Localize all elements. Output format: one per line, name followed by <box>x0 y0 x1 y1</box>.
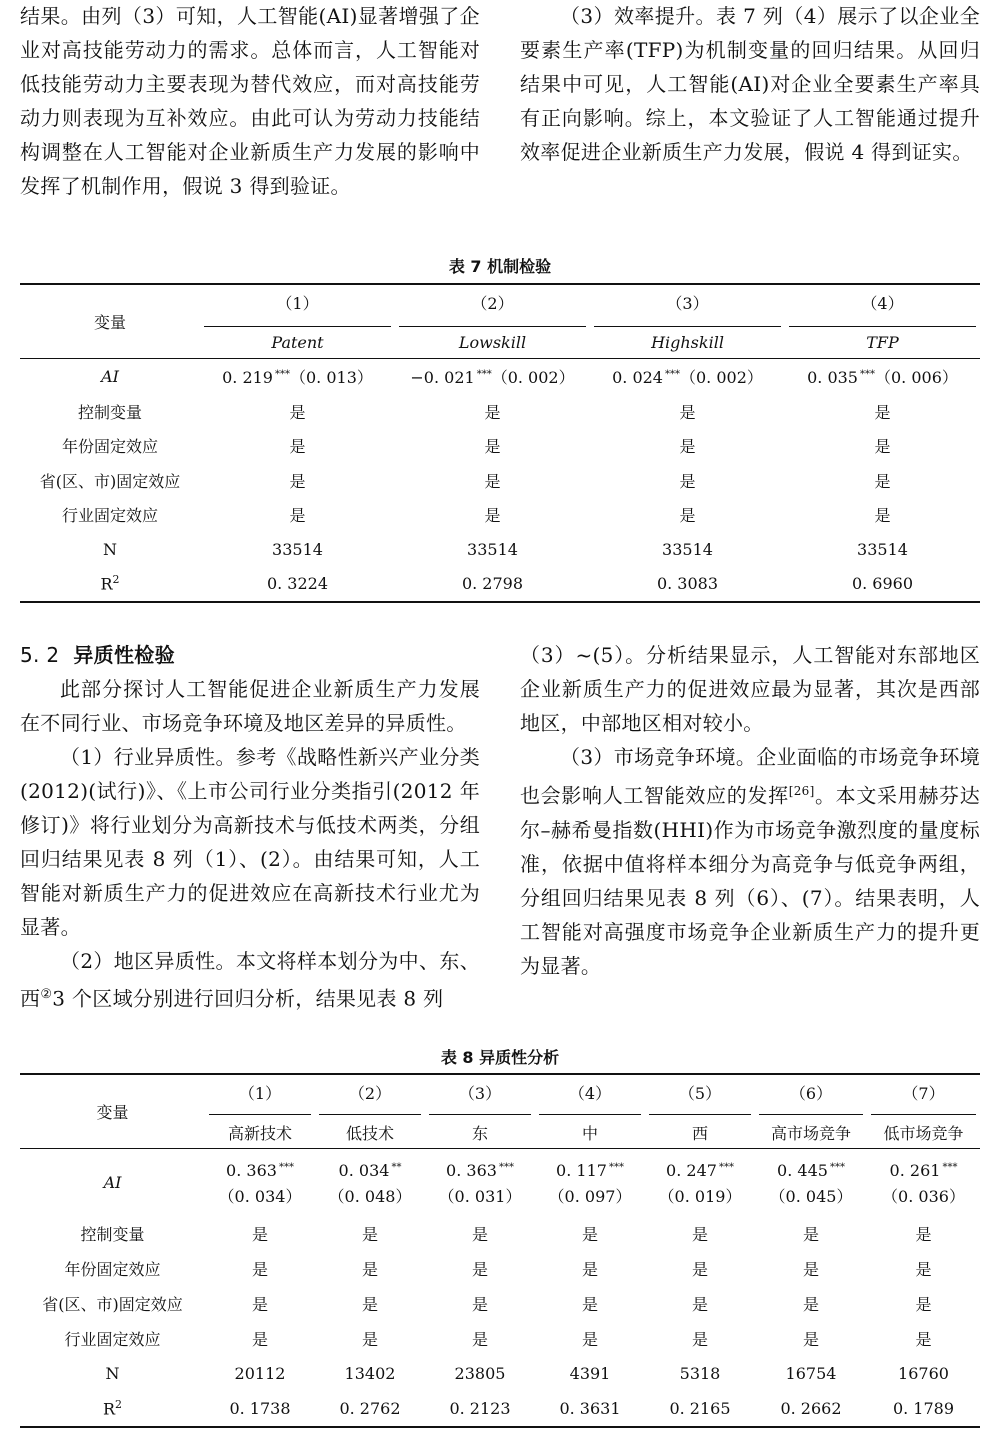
cell: 是 <box>581 1260 598 1279</box>
table-row <box>20 1251 980 1286</box>
cell: 是 <box>471 1260 488 1279</box>
table7-var-header: 变量 <box>93 312 126 332</box>
group-label: 中 <box>539 1114 641 1144</box>
sig: *** <box>608 1161 624 1173</box>
cell: 是 <box>289 437 306 457</box>
section-title: 异质性检验 <box>73 643 175 667</box>
table8-col-7: （7） <box>902 1084 945 1103</box>
cell: 是 <box>251 1330 268 1349</box>
cell: 是 <box>874 471 891 491</box>
row-label: N <box>103 539 117 559</box>
sig: *** <box>274 368 290 380</box>
cell: 是 <box>874 506 891 526</box>
footnote-marker: ② <box>40 987 53 1002</box>
section-number: 5. 2 <box>20 643 60 667</box>
table8-group-6 <box>755 1110 867 1148</box>
row-label: 控制变量 <box>80 1225 145 1244</box>
r2-label-sup: 2 <box>115 1398 123 1412</box>
cell: 33514 <box>857 539 908 559</box>
coef: 0. 261 <box>889 1160 941 1180</box>
cell: 16754 <box>785 1364 837 1383</box>
sig: *** <box>664 368 680 380</box>
table7-dep-4-label: TFP <box>789 326 976 352</box>
table7-row-r2 <box>20 567 980 602</box>
section-left-column <box>20 638 480 1016</box>
cell: 是 <box>691 1330 708 1349</box>
table8-ai-2 <box>315 1148 425 1216</box>
table8-ai-5 <box>645 1148 755 1216</box>
table7-dep-2-label: Lowskill <box>399 326 586 352</box>
table7-dep-1-label: Patent <box>204 326 391 352</box>
se: （0. 048） <box>328 1186 412 1206</box>
sig: *** <box>859 368 875 380</box>
cell: 是 <box>874 402 891 422</box>
se: （0. 002） <box>679 367 763 387</box>
table8 <box>20 1073 980 1428</box>
top-left-paragraph <box>20 0 480 203</box>
top-right-paragraph <box>520 0 980 169</box>
table7-ai-4 <box>785 358 980 394</box>
r2-b: 。本文采用赫芬达尔–赫希曼指数(HHI)作为市场竞争激烈度的量度标准，依据中值将样本细分为高竞争与低竞争两组，分组回归结果见表 8 列（6）、(7）。结果表明，人工智能对高强度市场竞争企业新质生产力的提升更为显著。 <box>520 783 980 978</box>
cell: 是 <box>484 402 501 422</box>
table7-dep-2 <box>395 320 590 358</box>
table8-group-1 <box>205 1110 315 1148</box>
cell: 是 <box>679 437 696 457</box>
table7-row-ai <box>20 358 980 394</box>
se: （0. 006） <box>874 367 958 387</box>
r2-label-text: R <box>102 1399 116 1419</box>
cell: 是 <box>679 506 696 526</box>
p3-a: （2）地区异质性。本文将样本划分为中、东、西 <box>20 949 480 1011</box>
se: （0. 097） <box>548 1186 632 1206</box>
table8-group-3 <box>425 1110 535 1148</box>
cell: 0. 2762 <box>339 1399 401 1418</box>
cell: 是 <box>289 471 306 491</box>
cell: 4391 <box>569 1364 611 1383</box>
sig: ** <box>391 1161 402 1173</box>
cell: 是 <box>915 1225 932 1244</box>
cell: 0. 3083 <box>656 574 719 593</box>
p3-b: 3 个区域分别进行回归分析，结果见表 8 列 <box>52 986 444 1011</box>
cell: 是 <box>361 1330 378 1349</box>
row-label: 控制变量 <box>77 402 142 422</box>
cell: 是 <box>679 402 696 422</box>
se: （0. 019） <box>658 1186 742 1206</box>
table8-col-6: （6） <box>789 1084 833 1103</box>
cell: 是 <box>484 471 501 491</box>
se: （0. 002） <box>491 367 575 387</box>
cell: 0. 2662 <box>780 1399 842 1418</box>
se: （0. 031） <box>438 1186 522 1206</box>
cell: 是 <box>251 1260 268 1279</box>
cell: 是 <box>471 1330 488 1349</box>
se: （0. 036） <box>882 1186 965 1206</box>
se: （0. 013） <box>289 367 373 387</box>
table7-dep-3 <box>590 320 785 358</box>
cell: 是 <box>361 1295 378 1314</box>
se: （0. 045） <box>769 1186 853 1206</box>
r2-a: （3）市场竞争环境。企业面临的市场竞争环境也会影响人工智能效应的发挥 <box>520 745 980 808</box>
cell: 0. 1789 <box>892 1399 955 1418</box>
cell: 是 <box>484 506 501 526</box>
r2-label <box>20 1391 205 1427</box>
table-row <box>20 498 980 533</box>
coef: 0. 363 <box>446 1160 497 1180</box>
section-paragraph-3 <box>20 944 480 1016</box>
table8-ai-1 <box>205 1148 315 1216</box>
cell: 33514 <box>272 539 323 559</box>
coef: 0. 219 <box>222 367 273 387</box>
table8-group-4 <box>535 1110 645 1148</box>
cell: 是 <box>581 1225 598 1244</box>
section-right-column <box>520 638 980 983</box>
sig: *** <box>829 1161 845 1173</box>
citation-ref: [26] <box>788 784 815 798</box>
cell: 0. 1738 <box>229 1399 291 1418</box>
table8-ai-7 <box>867 1148 980 1216</box>
cell: 是 <box>915 1260 932 1279</box>
coef: 0. 024 <box>612 367 663 387</box>
table-row <box>20 394 980 429</box>
row-label: N <box>105 1364 120 1383</box>
table-row <box>20 1286 980 1321</box>
table8-ai-6 <box>755 1148 867 1216</box>
cell: 33514 <box>467 539 518 559</box>
table8-var-header: 变量 <box>96 1102 129 1122</box>
cell: 是 <box>251 1295 268 1314</box>
row-label: 行业固定效应 <box>61 506 158 526</box>
cell: 是 <box>915 1295 932 1314</box>
table8-col-3: （3） <box>458 1084 502 1103</box>
cell: 23805 <box>454 1364 506 1383</box>
r2-label-text: R <box>100 574 113 594</box>
table7-ai-label: AI <box>101 366 119 386</box>
cell: 是 <box>581 1295 598 1314</box>
cell: 20112 <box>234 1364 286 1383</box>
section-paragraph-1: 此部分探讨人工智能促进企业新质生产力发展在不同行业、市场竞争环境及地区差异的异质性。 <box>20 677 480 735</box>
coef: 0. 034 <box>338 1160 390 1180</box>
cell: 是 <box>581 1330 598 1349</box>
table8-group-7 <box>867 1110 980 1148</box>
cell: 是 <box>915 1330 932 1349</box>
coef: 0. 117 <box>556 1160 607 1180</box>
cell: 是 <box>802 1330 819 1349</box>
sig: *** <box>278 1161 294 1173</box>
table8-col-2: （2） <box>348 1084 392 1103</box>
table7-ai-1 <box>200 358 395 394</box>
cell: 0. 2123 <box>449 1399 511 1418</box>
table8-col-5: （5） <box>678 1084 722 1103</box>
cell: 是 <box>251 1225 268 1244</box>
table-row <box>20 532 980 567</box>
row-label: 省(区、市)固定效应 <box>39 471 181 491</box>
table8-group-5 <box>645 1110 755 1148</box>
table7-caption: 表 7 机制检验 <box>448 257 552 276</box>
table7-ai-2 <box>395 358 590 394</box>
group-label: 低技术 <box>319 1114 421 1144</box>
table8-col-4: （4） <box>568 1084 612 1103</box>
table8-col-1: （1） <box>238 1084 282 1103</box>
table8-row-r2 <box>20 1391 980 1427</box>
cell: 是 <box>679 471 696 491</box>
group-label: 低市场竞争 <box>871 1114 976 1144</box>
table8-group-2 <box>315 1110 425 1148</box>
table8-caption: 表 8 异质性分析 <box>440 1048 560 1067</box>
cell: 是 <box>289 506 306 526</box>
table8-ai-3 <box>425 1148 535 1216</box>
coef: 0. 035 <box>807 367 858 387</box>
section-right-paragraph-2 <box>520 740 980 983</box>
cell: 0. 3224 <box>266 574 329 593</box>
table8-row-ai <box>20 1148 980 1216</box>
section-heading <box>20 638 480 672</box>
cell: 5318 <box>679 1364 721 1383</box>
coef: −0. 021 <box>410 367 475 387</box>
group-label: 东 <box>429 1114 531 1144</box>
se: （0. 034） <box>218 1186 302 1206</box>
cell: 0. 2165 <box>669 1399 731 1418</box>
cell: 是 <box>289 402 306 422</box>
table-row <box>20 1321 980 1356</box>
group-label: 高新技术 <box>209 1114 311 1144</box>
cell: 是 <box>484 437 501 457</box>
cell: 33514 <box>662 539 713 559</box>
table7-col-2: （2） <box>471 294 514 313</box>
cell: 13402 <box>344 1364 396 1383</box>
cell: 16760 <box>898 1364 949 1383</box>
table-row <box>20 429 980 464</box>
row-label: 行业固定效应 <box>64 1330 161 1349</box>
cell: 是 <box>874 437 891 457</box>
sig: *** <box>942 1161 958 1173</box>
table7-dep-4 <box>785 320 980 358</box>
r2-label <box>20 567 200 602</box>
table-row <box>20 463 980 498</box>
group-label: 高市场竞争 <box>759 1114 863 1144</box>
table7-col-4: （4） <box>861 294 904 313</box>
top-right-text: （3）效率提升。表 7 列（4）展示了以企业全要素生产率(TFP)为机制变量的回归结果。从回归结果中可见，人工智能(AI)对企业全要素生产率具有正向影响。综上，本文验证了人工智能通过提升效率促进企业新质生产力发展，假说 4 得到证实。 <box>520 4 980 164</box>
coef: 0. 363 <box>226 1160 277 1180</box>
section-right-paragraph-1: （3）~(5）。分析结果显示，人工智能对东部地区企业新质生产力的促进效应最为显著，其次是西部地区，中部地区相对较小。 <box>520 643 980 735</box>
row-label: 省(区、市)固定效应 <box>42 1295 183 1314</box>
cell: 0. 6960 <box>851 574 914 593</box>
table7-col-3: （3） <box>666 294 709 313</box>
cell: 0. 3631 <box>559 1399 621 1418</box>
cell: 是 <box>691 1225 708 1244</box>
coef: 0. 445 <box>777 1160 828 1180</box>
table7 <box>20 283 980 603</box>
coef: 0. 247 <box>666 1160 717 1180</box>
table7-dep-3-label: Highskill <box>594 326 781 352</box>
top-left-text: 结果。由列（3）可知，人工智能(AI)显著增强了企业对高技能劳动力的需求。总体而言，人工智能对低技能劳动力主要表现为替代效应，而对高技能劳动力则表现为互补效应。由此可认为劳动力技能结构调整在人工智能对企业新质生产力发展的影响中发挥了机制作用，假说 3 得到验证。 <box>20 4 480 198</box>
sig: *** <box>718 1161 734 1173</box>
row-label: 年份固定效应 <box>61 437 158 457</box>
cell: 是 <box>691 1260 708 1279</box>
sig: *** <box>476 368 492 380</box>
cell: 是 <box>361 1225 378 1244</box>
cell: 是 <box>802 1295 819 1314</box>
cell: 是 <box>361 1260 378 1279</box>
cell: 是 <box>802 1260 819 1279</box>
cell: 是 <box>471 1295 488 1314</box>
table8-ai-label: AI <box>103 1172 122 1192</box>
cell: 是 <box>471 1225 488 1244</box>
table-row <box>20 1356 980 1391</box>
table-row <box>20 1216 980 1251</box>
table7-dep-1 <box>200 320 395 358</box>
sig: *** <box>498 1161 514 1173</box>
cell: 0. 2798 <box>461 574 524 593</box>
group-label: 西 <box>649 1114 751 1144</box>
table8-ai-4 <box>535 1148 645 1216</box>
section-paragraph-2: （1）行业异质性。参考《战略性新兴产业分类(2012)(试行)》、《上市公司行业分类指引(2012 年修订)》将行业划分为高新技术与低技术两类，分组回归结果见表 8 列（1）、(2）。由结果可知，人工智能对新质生产力的促进效应在高新技术行业尤为显著。 <box>20 745 480 939</box>
cell: 是 <box>691 1295 708 1314</box>
table7-ai-3 <box>590 358 785 394</box>
row-label: 年份固定效应 <box>64 1260 161 1279</box>
cell: 是 <box>802 1225 819 1244</box>
r2-label-sup: 2 <box>112 573 120 587</box>
table7-col-1: （1） <box>276 294 319 313</box>
